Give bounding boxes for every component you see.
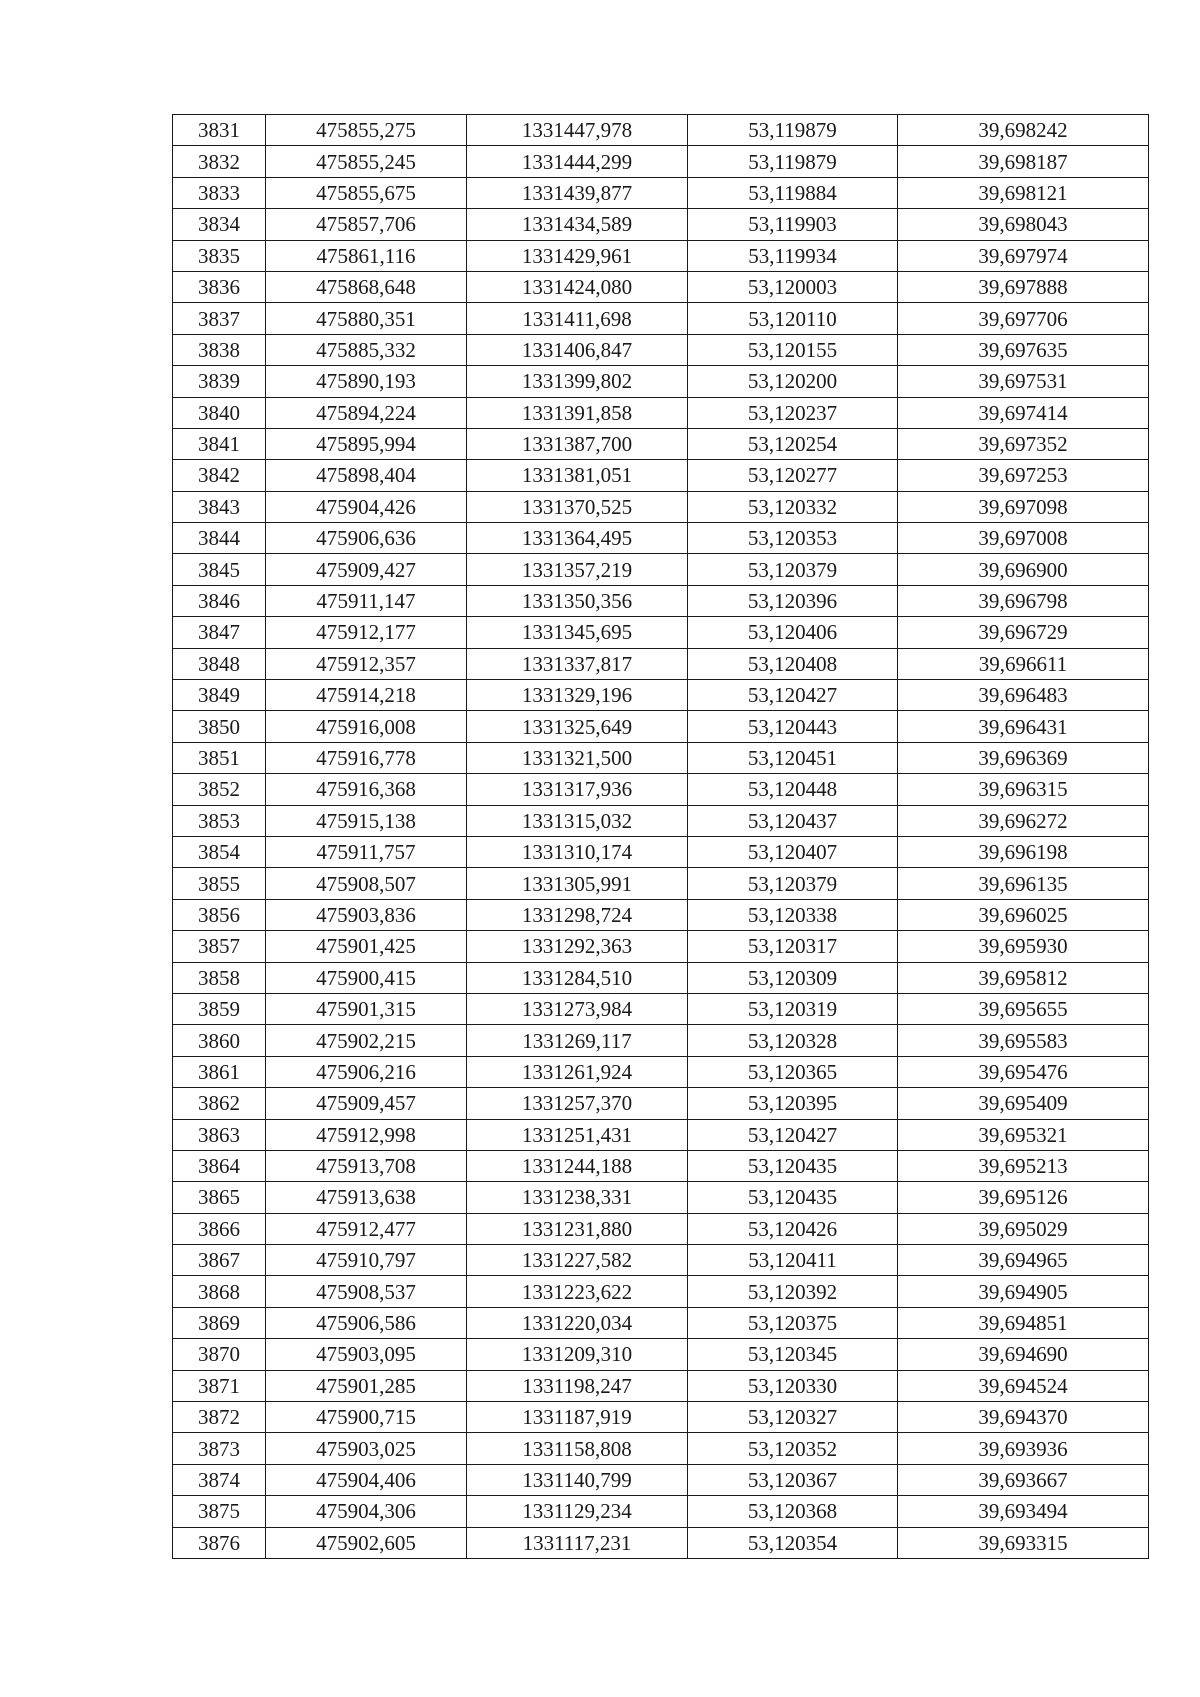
y-coordinate-cell: 1331251,431 [467, 1119, 688, 1150]
latitude-cell: 53,120435 [688, 1182, 898, 1213]
y-coordinate-cell: 1331411,698 [467, 303, 688, 334]
y-coordinate-cell: 1331140,799 [467, 1464, 688, 1495]
y-coordinate-cell: 1331261,924 [467, 1056, 688, 1087]
table-row [173, 303, 1149, 334]
table-row [173, 585, 1149, 616]
latitude-cell: 53,120427 [688, 680, 898, 711]
x-coordinate-cell: 475901,285 [266, 1370, 467, 1401]
point-number-cell: 3856 [173, 899, 266, 930]
point-number-cell: 3863 [173, 1119, 266, 1150]
longitude-cell: 39,697098 [898, 491, 1149, 522]
longitude-cell: 39,697706 [898, 303, 1149, 334]
table-row [173, 931, 1149, 962]
latitude-cell: 53,120200 [688, 366, 898, 397]
y-coordinate-cell: 1331292,363 [467, 931, 688, 962]
y-coordinate-cell: 1331406,847 [467, 334, 688, 365]
longitude-cell: 39,695321 [898, 1119, 1149, 1150]
table-row [173, 146, 1149, 177]
point-number-cell: 3858 [173, 962, 266, 993]
y-coordinate-cell: 1331391,858 [467, 397, 688, 428]
x-coordinate-cell: 475906,216 [266, 1056, 467, 1087]
point-number-cell: 3869 [173, 1307, 266, 1338]
latitude-cell: 53,120406 [688, 617, 898, 648]
x-coordinate-cell: 475912,177 [266, 617, 467, 648]
point-number-cell: 3835 [173, 240, 266, 271]
longitude-cell: 39,696272 [898, 805, 1149, 836]
x-coordinate-cell: 475912,357 [266, 648, 467, 679]
point-number-cell: 3854 [173, 836, 266, 867]
y-coordinate-cell: 1331370,525 [467, 491, 688, 522]
y-coordinate-cell: 1331317,936 [467, 774, 688, 805]
y-coordinate-cell: 1331329,196 [467, 680, 688, 711]
point-number-cell: 3843 [173, 491, 266, 522]
latitude-cell: 53,119884 [688, 177, 898, 208]
table-row [173, 460, 1149, 491]
point-number-cell: 3833 [173, 177, 266, 208]
longitude-cell: 39,696369 [898, 742, 1149, 773]
y-coordinate-cell: 1331399,802 [467, 366, 688, 397]
x-coordinate-cell: 475916,778 [266, 742, 467, 773]
x-coordinate-cell: 475902,215 [266, 1025, 467, 1056]
point-number-cell: 3840 [173, 397, 266, 428]
latitude-cell: 53,120427 [688, 1119, 898, 1150]
x-coordinate-cell: 475868,648 [266, 271, 467, 302]
y-coordinate-cell: 1331345,695 [467, 617, 688, 648]
table-row [173, 209, 1149, 240]
latitude-cell: 53,120353 [688, 523, 898, 554]
y-coordinate-cell: 1331439,877 [467, 177, 688, 208]
x-coordinate-cell: 475904,406 [266, 1464, 467, 1495]
coordinates-table [172, 114, 1149, 1559]
point-number-cell: 3870 [173, 1339, 266, 1370]
x-coordinate-cell: 475890,193 [266, 366, 467, 397]
table-row [173, 1245, 1149, 1276]
point-number-cell: 3865 [173, 1182, 266, 1213]
longitude-cell: 39,695029 [898, 1213, 1149, 1244]
table-row [173, 1213, 1149, 1244]
latitude-cell: 53,120437 [688, 805, 898, 836]
y-coordinate-cell: 1331298,724 [467, 899, 688, 930]
table-row [173, 1276, 1149, 1307]
longitude-cell: 39,695583 [898, 1025, 1149, 1056]
table-row [173, 680, 1149, 711]
x-coordinate-cell: 475916,008 [266, 711, 467, 742]
table-row [173, 1496, 1149, 1527]
point-number-cell: 3861 [173, 1056, 266, 1087]
table-row [173, 836, 1149, 867]
point-number-cell: 3860 [173, 1025, 266, 1056]
table-row [173, 1150, 1149, 1181]
point-number-cell: 3864 [173, 1150, 266, 1181]
longitude-cell: 39,697352 [898, 428, 1149, 459]
latitude-cell: 53,120354 [688, 1527, 898, 1558]
y-coordinate-cell: 1331198,247 [467, 1370, 688, 1401]
y-coordinate-cell: 1331381,051 [467, 460, 688, 491]
point-number-cell: 3831 [173, 115, 266, 146]
y-coordinate-cell: 1331158,808 [467, 1433, 688, 1464]
point-number-cell: 3836 [173, 271, 266, 302]
y-coordinate-cell: 1331350,356 [467, 585, 688, 616]
x-coordinate-cell: 475909,457 [266, 1088, 467, 1119]
longitude-cell: 39,696431 [898, 711, 1149, 742]
point-number-cell: 3837 [173, 303, 266, 334]
table-row [173, 962, 1149, 993]
x-coordinate-cell: 475880,351 [266, 303, 467, 334]
x-coordinate-cell: 475857,706 [266, 209, 467, 240]
table-row [173, 366, 1149, 397]
table-row [173, 1307, 1149, 1338]
longitude-cell: 39,696025 [898, 899, 1149, 930]
coordinates-table-body [173, 115, 1149, 1559]
point-number-cell: 3848 [173, 648, 266, 679]
y-coordinate-cell: 1331238,331 [467, 1182, 688, 1213]
longitude-cell: 39,697974 [898, 240, 1149, 271]
table-row [173, 1527, 1149, 1558]
table-row [173, 1056, 1149, 1087]
y-coordinate-cell: 1331257,370 [467, 1088, 688, 1119]
table-row [173, 648, 1149, 679]
table-row [173, 428, 1149, 459]
table-row [173, 1464, 1149, 1495]
y-coordinate-cell: 1331269,117 [467, 1025, 688, 1056]
point-number-cell: 3873 [173, 1433, 266, 1464]
point-number-cell: 3871 [173, 1370, 266, 1401]
latitude-cell: 53,120367 [688, 1464, 898, 1495]
longitude-cell: 39,696135 [898, 868, 1149, 899]
longitude-cell: 39,693494 [898, 1496, 1149, 1527]
table-row [173, 742, 1149, 773]
table-row [173, 1339, 1149, 1370]
longitude-cell: 39,694965 [898, 1245, 1149, 1276]
x-coordinate-cell: 475912,477 [266, 1213, 467, 1244]
longitude-cell: 39,695409 [898, 1088, 1149, 1119]
table-row [173, 240, 1149, 271]
table-row [173, 1182, 1149, 1213]
y-coordinate-cell: 1331223,622 [467, 1276, 688, 1307]
y-coordinate-cell: 1331310,174 [467, 836, 688, 867]
longitude-cell: 39,694905 [898, 1276, 1149, 1307]
table-row [173, 711, 1149, 742]
x-coordinate-cell: 475900,715 [266, 1402, 467, 1433]
x-coordinate-cell: 475861,116 [266, 240, 467, 271]
longitude-cell: 39,694370 [898, 1402, 1149, 1433]
x-coordinate-cell: 475903,025 [266, 1433, 467, 1464]
y-coordinate-cell: 1331364,495 [467, 523, 688, 554]
x-coordinate-cell: 475904,306 [266, 1496, 467, 1527]
latitude-cell: 53,119879 [688, 146, 898, 177]
latitude-cell: 53,120379 [688, 868, 898, 899]
y-coordinate-cell: 1331129,234 [467, 1496, 688, 1527]
latitude-cell: 53,120407 [688, 836, 898, 867]
latitude-cell: 53,120451 [688, 742, 898, 773]
longitude-cell: 39,697008 [898, 523, 1149, 554]
y-coordinate-cell: 1331273,984 [467, 993, 688, 1024]
x-coordinate-cell: 475855,275 [266, 115, 467, 146]
latitude-cell: 53,120379 [688, 554, 898, 585]
table-row [173, 115, 1149, 146]
point-number-cell: 3866 [173, 1213, 266, 1244]
y-coordinate-cell: 1331321,500 [467, 742, 688, 773]
x-coordinate-cell: 475908,537 [266, 1276, 467, 1307]
y-coordinate-cell: 1331337,817 [467, 648, 688, 679]
point-number-cell: 3876 [173, 1527, 266, 1558]
latitude-cell: 53,120443 [688, 711, 898, 742]
latitude-cell: 53,120003 [688, 271, 898, 302]
x-coordinate-cell: 475901,315 [266, 993, 467, 1024]
table-row [173, 1119, 1149, 1150]
table-row [173, 993, 1149, 1024]
longitude-cell: 39,693667 [898, 1464, 1149, 1495]
point-number-cell: 3867 [173, 1245, 266, 1276]
latitude-cell: 53,119903 [688, 209, 898, 240]
y-coordinate-cell: 1331187,919 [467, 1402, 688, 1433]
latitude-cell: 53,120345 [688, 1339, 898, 1370]
longitude-cell: 39,696198 [898, 836, 1149, 867]
point-number-cell: 3875 [173, 1496, 266, 1527]
point-number-cell: 3859 [173, 993, 266, 1024]
y-coordinate-cell: 1331284,510 [467, 962, 688, 993]
longitude-cell: 39,694851 [898, 1307, 1149, 1338]
x-coordinate-cell: 475911,147 [266, 585, 467, 616]
table-row [173, 177, 1149, 208]
y-coordinate-cell: 1331325,649 [467, 711, 688, 742]
latitude-cell: 53,120375 [688, 1307, 898, 1338]
point-number-cell: 3857 [173, 931, 266, 962]
longitude-cell: 39,695930 [898, 931, 1149, 962]
longitude-cell: 39,698121 [898, 177, 1149, 208]
longitude-cell: 39,697888 [898, 271, 1149, 302]
point-number-cell: 3852 [173, 774, 266, 805]
longitude-cell: 39,693936 [898, 1433, 1149, 1464]
table-row [173, 334, 1149, 365]
latitude-cell: 53,119879 [688, 115, 898, 146]
y-coordinate-cell: 1331429,961 [467, 240, 688, 271]
point-number-cell: 3846 [173, 585, 266, 616]
latitude-cell: 53,120392 [688, 1276, 898, 1307]
x-coordinate-cell: 475906,636 [266, 523, 467, 554]
x-coordinate-cell: 475908,507 [266, 868, 467, 899]
x-coordinate-cell: 475916,368 [266, 774, 467, 805]
table-row [173, 271, 1149, 302]
x-coordinate-cell: 475910,797 [266, 1245, 467, 1276]
point-number-cell: 3838 [173, 334, 266, 365]
longitude-cell: 39,698043 [898, 209, 1149, 240]
longitude-cell: 39,696900 [898, 554, 1149, 585]
y-coordinate-cell: 1331220,034 [467, 1307, 688, 1338]
latitude-cell: 53,120332 [688, 491, 898, 522]
latitude-cell: 53,120330 [688, 1370, 898, 1401]
point-number-cell: 3844 [173, 523, 266, 554]
longitude-cell: 39,694524 [898, 1370, 1149, 1401]
latitude-cell: 53,120411 [688, 1245, 898, 1276]
table-row [173, 523, 1149, 554]
x-coordinate-cell: 475913,708 [266, 1150, 467, 1181]
longitude-cell: 39,695213 [898, 1150, 1149, 1181]
point-number-cell: 3842 [173, 460, 266, 491]
latitude-cell: 53,120327 [688, 1402, 898, 1433]
x-coordinate-cell: 475855,245 [266, 146, 467, 177]
table-row [173, 1088, 1149, 1119]
x-coordinate-cell: 475898,404 [266, 460, 467, 491]
table-row [173, 617, 1149, 648]
latitude-cell: 53,120435 [688, 1150, 898, 1181]
y-coordinate-cell: 1331244,188 [467, 1150, 688, 1181]
latitude-cell: 53,120317 [688, 931, 898, 962]
x-coordinate-cell: 475885,332 [266, 334, 467, 365]
y-coordinate-cell: 1331434,589 [467, 209, 688, 240]
latitude-cell: 53,120319 [688, 993, 898, 1024]
x-coordinate-cell: 475903,836 [266, 899, 467, 930]
point-number-cell: 3841 [173, 428, 266, 459]
y-coordinate-cell: 1331424,080 [467, 271, 688, 302]
point-number-cell: 3839 [173, 366, 266, 397]
y-coordinate-cell: 1331305,991 [467, 868, 688, 899]
latitude-cell: 53,120396 [688, 585, 898, 616]
y-coordinate-cell: 1331209,310 [467, 1339, 688, 1370]
latitude-cell: 53,120395 [688, 1088, 898, 1119]
table-row [173, 1433, 1149, 1464]
y-coordinate-cell: 1331231,880 [467, 1213, 688, 1244]
latitude-cell: 53,120254 [688, 428, 898, 459]
latitude-cell: 53,120155 [688, 334, 898, 365]
table-row [173, 899, 1149, 930]
latitude-cell: 53,120352 [688, 1433, 898, 1464]
x-coordinate-cell: 475906,586 [266, 1307, 467, 1338]
point-number-cell: 3868 [173, 1276, 266, 1307]
longitude-cell: 39,695655 [898, 993, 1149, 1024]
point-number-cell: 3847 [173, 617, 266, 648]
latitude-cell: 53,120448 [688, 774, 898, 805]
point-number-cell: 3855 [173, 868, 266, 899]
latitude-cell: 53,119934 [688, 240, 898, 271]
table-row [173, 1025, 1149, 1056]
table-row [173, 868, 1149, 899]
x-coordinate-cell: 475895,994 [266, 428, 467, 459]
y-coordinate-cell: 1331227,582 [467, 1245, 688, 1276]
longitude-cell: 39,697253 [898, 460, 1149, 491]
longitude-cell: 39,695126 [898, 1182, 1149, 1213]
point-number-cell: 3845 [173, 554, 266, 585]
x-coordinate-cell: 475903,095 [266, 1339, 467, 1370]
longitude-cell: 39,698187 [898, 146, 1149, 177]
latitude-cell: 53,120426 [688, 1213, 898, 1244]
y-coordinate-cell: 1331315,032 [467, 805, 688, 836]
x-coordinate-cell: 475913,638 [266, 1182, 467, 1213]
point-number-cell: 3850 [173, 711, 266, 742]
y-coordinate-cell: 1331447,978 [467, 115, 688, 146]
longitude-cell: 39,698242 [898, 115, 1149, 146]
latitude-cell: 53,120365 [688, 1056, 898, 1087]
table-row [173, 774, 1149, 805]
longitude-cell: 39,696315 [898, 774, 1149, 805]
point-number-cell: 3832 [173, 146, 266, 177]
table-row [173, 1402, 1149, 1433]
longitude-cell: 39,694690 [898, 1339, 1149, 1370]
latitude-cell: 53,120237 [688, 397, 898, 428]
longitude-cell: 39,696483 [898, 680, 1149, 711]
latitude-cell: 53,120110 [688, 303, 898, 334]
latitude-cell: 53,120338 [688, 899, 898, 930]
longitude-cell: 39,697531 [898, 366, 1149, 397]
y-coordinate-cell: 1331444,299 [467, 146, 688, 177]
latitude-cell: 53,120368 [688, 1496, 898, 1527]
longitude-cell: 39,693315 [898, 1527, 1149, 1558]
point-number-cell: 3862 [173, 1088, 266, 1119]
latitude-cell: 53,120309 [688, 962, 898, 993]
x-coordinate-cell: 475901,425 [266, 931, 467, 962]
latitude-cell: 53,120408 [688, 648, 898, 679]
longitude-cell: 39,695812 [898, 962, 1149, 993]
x-coordinate-cell: 475904,426 [266, 491, 467, 522]
table-row [173, 805, 1149, 836]
x-coordinate-cell: 475912,998 [266, 1119, 467, 1150]
table-row [173, 491, 1149, 522]
latitude-cell: 53,120277 [688, 460, 898, 491]
longitude-cell: 39,696729 [898, 617, 1149, 648]
x-coordinate-cell: 475909,427 [266, 554, 467, 585]
y-coordinate-cell: 1331387,700 [467, 428, 688, 459]
x-coordinate-cell: 475914,218 [266, 680, 467, 711]
point-number-cell: 3851 [173, 742, 266, 773]
point-number-cell: 3834 [173, 209, 266, 240]
x-coordinate-cell: 475915,138 [266, 805, 467, 836]
y-coordinate-cell: 1331357,219 [467, 554, 688, 585]
point-number-cell: 3872 [173, 1402, 266, 1433]
longitude-cell: 39,695476 [898, 1056, 1149, 1087]
x-coordinate-cell: 475894,224 [266, 397, 467, 428]
table-row [173, 397, 1149, 428]
longitude-cell: 39,696798 [898, 585, 1149, 616]
longitude-cell: 39,696611 [898, 648, 1149, 679]
latitude-cell: 53,120328 [688, 1025, 898, 1056]
table-row [173, 554, 1149, 585]
longitude-cell: 39,697635 [898, 334, 1149, 365]
point-number-cell: 3849 [173, 680, 266, 711]
x-coordinate-cell: 475900,415 [266, 962, 467, 993]
longitude-cell: 39,697414 [898, 397, 1149, 428]
table-row [173, 1370, 1149, 1401]
x-coordinate-cell: 475911,757 [266, 836, 467, 867]
x-coordinate-cell: 475902,605 [266, 1527, 467, 1558]
point-number-cell: 3853 [173, 805, 266, 836]
point-number-cell: 3874 [173, 1464, 266, 1495]
y-coordinate-cell: 1331117,231 [467, 1527, 688, 1558]
x-coordinate-cell: 475855,675 [266, 177, 467, 208]
